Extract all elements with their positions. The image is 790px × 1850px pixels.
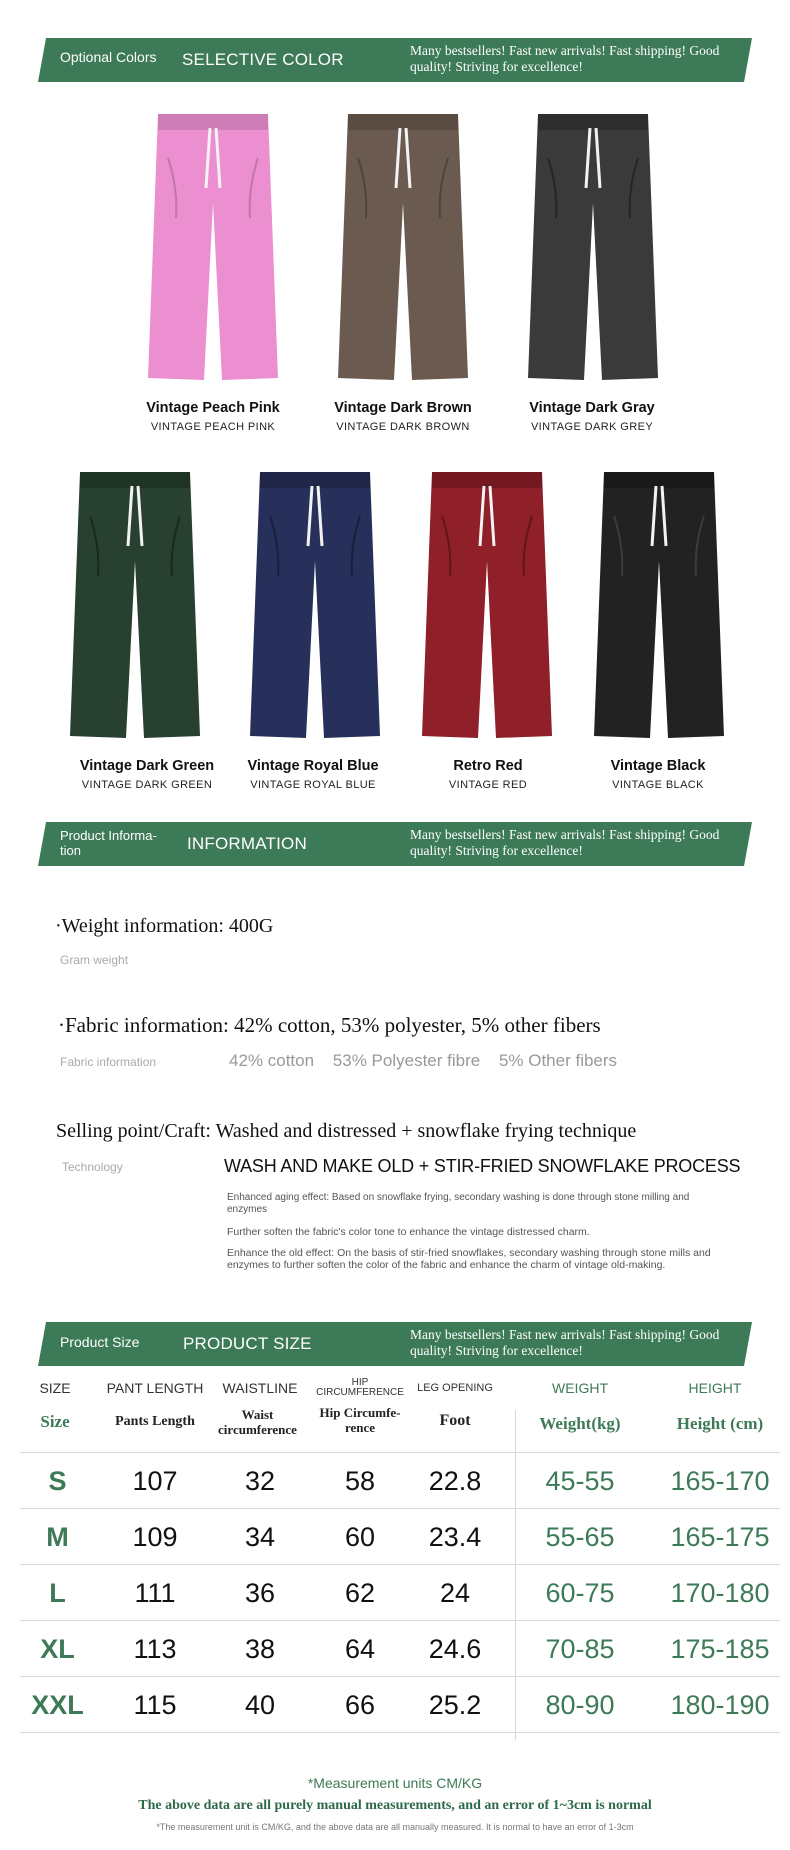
product-caption-dark-brown — [303, 400, 503, 433]
product-image-retro-red — [412, 466, 562, 746]
col-header-pant-length: PANT LENGTH — [106, 1380, 204, 1396]
cell-waist: 36 — [244, 1578, 276, 1608]
craft-note-3: Enhance the old effect: On the basis of stir-fried snowflakes, secondary washing through stone mills and enzymes to further soften the color of the fabric and enhance the charm of vintage old-making. — [227, 1247, 711, 1271]
product-image-dark-brown — [328, 108, 478, 388]
cell-length: 111 — [134, 1578, 176, 1608]
weight-subtitle: Gram weight — [60, 953, 129, 967]
product-caption-royal-blue — [213, 758, 413, 791]
subheader-waist: Waist circumference — [218, 1407, 297, 1437]
table-rule — [20, 1452, 780, 1453]
craft-subtitle: Technology — [62, 1160, 123, 1174]
banner-slogan: Many bestsellers! Fast new arrivals! Fast shipping! Good quality! Striving for excellence! — [410, 1327, 720, 1358]
col-header-waistline: WAISTLINE — [222, 1380, 298, 1396]
product-code: VINTAGE DARK BROWN — [336, 421, 470, 433]
cell-hip: 62 — [344, 1578, 376, 1608]
cell-size: XL — [40, 1634, 75, 1664]
product-code: VINTAGE BLACK — [612, 779, 704, 791]
product-name: Vintage Dark Gray — [529, 400, 655, 416]
product-image-dark-green — [60, 466, 210, 746]
table-divider — [515, 1410, 516, 1740]
cell-height: 165-170 — [670, 1466, 770, 1496]
craft-process-title: WASH AND MAKE OLD + STIR-FRIED SNOWFLAKE PROCESS — [224, 1156, 741, 1176]
col-header-hip: HIP CIRCUMFERENCE — [316, 1377, 404, 1398]
cell-hip: 66 — [344, 1690, 376, 1720]
banner-slogan: Many bestsellers! Fast new arrivals! Fast shipping! Good quality! Striving for excellence! — [410, 43, 720, 74]
cell-length: 107 — [132, 1466, 178, 1496]
cell-weight: 60-75 — [545, 1578, 615, 1608]
table-rule — [20, 1732, 780, 1733]
fabric-cotton: 42% cotton — [229, 1051, 315, 1070]
cell-size: M — [46, 1522, 69, 1552]
subheader-weight: Weight(kg) — [539, 1414, 621, 1433]
col-header-leg-opening: LEG OPENING — [417, 1382, 493, 1394]
cell-size: S — [48, 1466, 67, 1496]
cell-weight: 80-90 — [545, 1690, 615, 1720]
table-rule — [20, 1508, 780, 1509]
cell-foot: 23.4 — [428, 1522, 482, 1552]
product-code: VINTAGE ROYAL BLUE — [250, 779, 376, 791]
cell-foot: 25.2 — [428, 1690, 482, 1720]
fabric-values — [229, 1051, 631, 1071]
banner-title: PRODUCT SIZE — [183, 1334, 312, 1353]
cell-height: 165-175 — [670, 1522, 770, 1552]
banner-slogan: Many bestsellers! Fast new arrivals! Fast shipping! Good quality! Striving for excellence! — [410, 827, 720, 858]
product-code: VINTAGE DARK GREEN — [81, 779, 213, 791]
cell-waist: 40 — [244, 1690, 276, 1720]
selective-color-banner — [38, 38, 752, 82]
table-rule — [20, 1564, 780, 1565]
product-image-royal-blue — [240, 466, 390, 746]
col-header-height: HEIGHT — [688, 1380, 742, 1396]
subheader-height: Height (cm) — [676, 1414, 764, 1433]
product-caption-dark-gray — [492, 400, 692, 433]
product-name: Vintage Dark Green — [79, 758, 215, 774]
fabric-heading: ·Fabric information: 42% cotton, 53% polyester, 5% other fibers — [58, 1013, 601, 1037]
cell-height: 175-185 — [670, 1634, 770, 1664]
banner-small-label: Optional Colors — [60, 49, 157, 65]
cell-size: L — [49, 1578, 66, 1608]
cell-length: 115 — [133, 1690, 177, 1720]
cell-waist: 34 — [244, 1522, 276, 1552]
product-code: VINTAGE DARK GREY — [530, 421, 654, 433]
cell-waist: 32 — [244, 1466, 276, 1496]
cell-weight: 70-85 — [545, 1634, 615, 1664]
product-image-dark-gray — [518, 108, 668, 388]
cell-height: 180-190 — [670, 1690, 770, 1720]
banner-title: SELECTIVE COLOR — [182, 50, 344, 69]
table-rule — [20, 1676, 780, 1677]
col-header-size: SIZE — [39, 1380, 71, 1396]
product-caption-peach-pink — [113, 400, 313, 433]
product-name: Vintage Dark Brown — [334, 400, 472, 416]
table-rule — [20, 1620, 780, 1621]
product-caption-black — [558, 758, 758, 791]
product-name: Retro Red — [453, 758, 523, 774]
measurement-note: The above data are all purely manual measurements, and an error of 1~3cm is normal — [138, 1798, 652, 1813]
product-size-banner — [38, 1322, 752, 1366]
fabric-subtitle: Fabric information — [60, 1055, 157, 1069]
fabric-other: 5% Other fibers — [498, 1051, 618, 1070]
measurement-units: *Measurement units CM/KG — [307, 1775, 483, 1791]
measurement-small-note: *The measurement unit is CM/KG, and the above data are all manually measured. It is normal to have an error of 1-3cm — [156, 1822, 634, 1832]
product-image-black — [584, 466, 734, 746]
cell-hip: 58 — [344, 1466, 376, 1496]
cell-length: 109 — [132, 1522, 178, 1552]
product-code: VINTAGE RED — [448, 779, 528, 791]
cell-foot: 24.6 — [428, 1634, 482, 1664]
product-name: Vintage Black — [610, 758, 706, 774]
subheader-size: Size — [40, 1412, 70, 1431]
cell-height: 170-180 — [670, 1578, 770, 1608]
craft-heading: Selling point/Craft: Washed and distressed + snowflake frying technique — [56, 1120, 637, 1142]
cell-waist: 38 — [244, 1634, 276, 1664]
cell-hip: 60 — [344, 1522, 376, 1552]
information-banner — [38, 822, 752, 866]
product-name: Vintage Royal Blue — [247, 758, 379, 774]
banner-title: INFORMATION — [187, 834, 307, 853]
col-header-weight: WEIGHT — [552, 1380, 608, 1396]
subheader-pants-length: Pants Length — [115, 1414, 195, 1429]
cell-weight: 55-65 — [545, 1522, 615, 1552]
craft-note-1: Enhanced aging effect: Based on snowflake frying, secondary washing is done through stone milling and enzymes — [227, 1192, 690, 1215]
banner-small-label: Product Informa-tion — [60, 828, 157, 858]
product-code: VINTAGE PEACH PINK — [150, 421, 276, 433]
cell-length: 113 — [133, 1634, 177, 1664]
fabric-polyester: 53% Polyester fibre — [332, 1051, 481, 1070]
cell-weight: 45-55 — [545, 1466, 615, 1496]
cell-foot: 22.8 — [428, 1466, 482, 1496]
weight-heading: ·Weight information: 400G — [55, 915, 274, 937]
product-image-peach-pink — [138, 108, 288, 388]
cell-hip: 64 — [344, 1634, 376, 1664]
cell-size: XXL — [31, 1690, 84, 1720]
cell-foot: 24 — [439, 1578, 471, 1608]
subheader-hip: Hip Circumfe-rence — [319, 1405, 401, 1435]
product-name: Vintage Peach Pink — [146, 400, 280, 416]
craft-note-2: Further soften the fabric's color tone to enhance the vintage distressed charm. — [227, 1226, 590, 1238]
banner-small-label: Product Size — [60, 1334, 140, 1350]
subheader-foot: Foot — [439, 1412, 471, 1429]
